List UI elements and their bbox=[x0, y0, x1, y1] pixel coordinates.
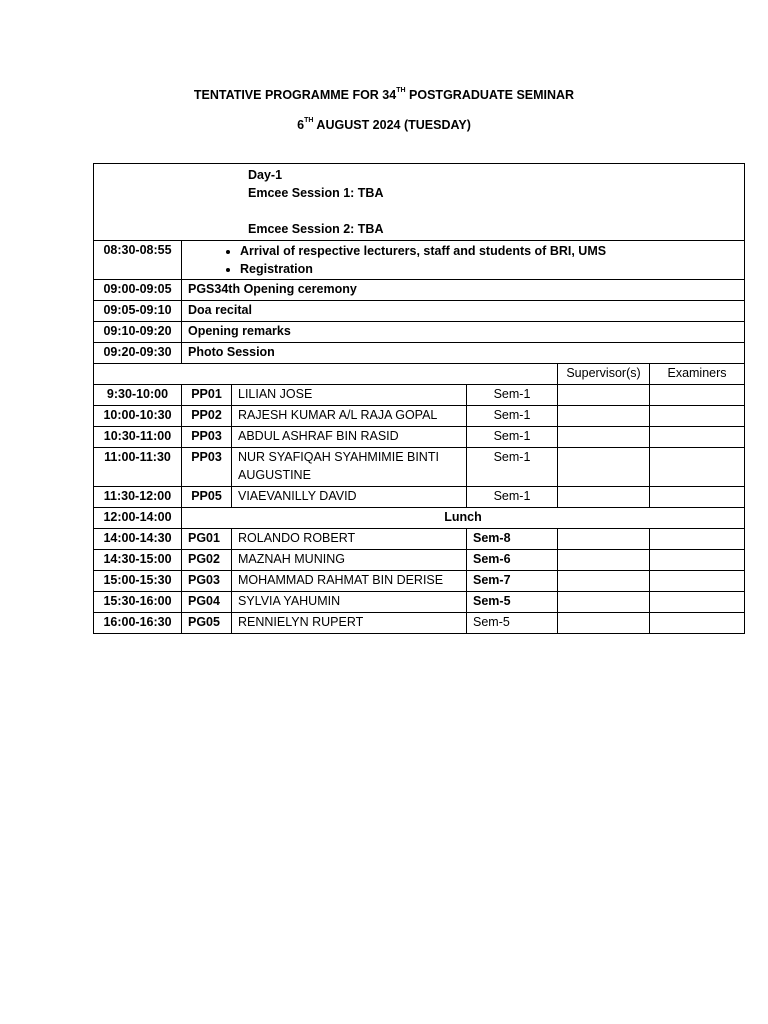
name-cell: SYLVIA YAHUMIN bbox=[232, 592, 467, 613]
programme-table bbox=[93, 163, 745, 634]
examiners-cell bbox=[650, 592, 745, 613]
examiners-cell bbox=[650, 613, 745, 634]
examiners-header: Examiners bbox=[650, 364, 745, 385]
sem-cell: Sem-6 bbox=[467, 550, 558, 571]
examiners-cell bbox=[650, 487, 745, 508]
schedule-row bbox=[94, 301, 745, 322]
table-row bbox=[94, 487, 745, 508]
lunch-row bbox=[94, 508, 745, 529]
schedule-row bbox=[94, 343, 745, 364]
examiners-cell bbox=[650, 550, 745, 571]
table-row bbox=[94, 385, 745, 406]
code-cell: PP03 bbox=[182, 427, 232, 448]
sem-cell: Sem-1 bbox=[467, 427, 558, 448]
examiners-cell bbox=[650, 448, 745, 487]
sem-cell: Sem-8 bbox=[467, 529, 558, 550]
time-cell: 14:00-14:30 bbox=[94, 529, 182, 550]
code-cell: PP05 bbox=[182, 487, 232, 508]
time-cell: 11:30-12:00 bbox=[94, 487, 182, 508]
time-cell: 10:30-11:00 bbox=[94, 427, 182, 448]
examiners-cell bbox=[650, 406, 745, 427]
supervisor-header: Supervisor(s) bbox=[558, 364, 650, 385]
name-cell: MAZNAH MUNING bbox=[232, 550, 467, 571]
supervisor-cell bbox=[558, 529, 650, 550]
time-cell: 15:30-16:00 bbox=[94, 592, 182, 613]
time-cell: 08:30-08:55 bbox=[94, 241, 182, 280]
sem-cell: Sem-7 bbox=[467, 571, 558, 592]
code-cell: PP03 bbox=[182, 448, 232, 487]
time-cell: 16:00-16:30 bbox=[94, 613, 182, 634]
sem-cell: Sem-1 bbox=[467, 487, 558, 508]
supervisor-cell bbox=[558, 550, 650, 571]
code-cell: PP01 bbox=[182, 385, 232, 406]
event-cell bbox=[182, 241, 745, 280]
supervisor-cell bbox=[558, 448, 650, 487]
supervisor-cell bbox=[558, 487, 650, 508]
time-cell: 09:10-09:20 bbox=[94, 322, 182, 343]
event-cell: Doa recital bbox=[182, 301, 745, 322]
sem-cell: Sem-1 bbox=[467, 406, 558, 427]
supervisor-cell bbox=[558, 427, 650, 448]
supervisor-cell bbox=[558, 613, 650, 634]
code-cell: PG02 bbox=[182, 550, 232, 571]
examiners-cell bbox=[650, 529, 745, 550]
event-cell: Photo Session bbox=[182, 343, 745, 364]
code-cell: PG03 bbox=[182, 571, 232, 592]
schedule-row bbox=[94, 322, 745, 343]
examiners-cell bbox=[650, 571, 745, 592]
table-row bbox=[94, 571, 745, 592]
header-row bbox=[94, 164, 745, 241]
table-row bbox=[94, 550, 745, 571]
sem-cell: Sem-1 bbox=[467, 448, 558, 487]
document-title: TENTATIVE PROGRAMME FOR 34TH POSTGRADUATE SEMINAR bbox=[193, 87, 575, 102]
column-header-row bbox=[94, 364, 745, 385]
name-cell: LILIAN JOSE bbox=[232, 385, 467, 406]
sem-cell: Sem-5 bbox=[467, 592, 558, 613]
code-cell: PG05 bbox=[182, 613, 232, 634]
document-date: 6TH AUGUST 2024 (TUESDAY) bbox=[297, 117, 471, 132]
list-item: • Arrival of respective lecturers, staff and students of BRI, UMS bbox=[240, 242, 738, 260]
name-cell: ABDUL ASHRAF BIN RASID bbox=[232, 427, 467, 448]
day-label: Day-1 bbox=[248, 168, 283, 182]
examiners-cell bbox=[650, 385, 745, 406]
session-header bbox=[94, 164, 745, 241]
table-row bbox=[94, 592, 745, 613]
code-cell: PG04 bbox=[182, 592, 232, 613]
time-cell: 09:05-09:10 bbox=[94, 301, 182, 322]
time-cell: 12:00-14:00 bbox=[94, 508, 182, 529]
time-cell: 10:00-10:30 bbox=[94, 406, 182, 427]
emcee-session-2: Emcee Session 2: TBA bbox=[248, 222, 384, 236]
name-cell: VIAEVANILLY DAVID bbox=[232, 487, 467, 508]
code-cell: PG01 bbox=[182, 529, 232, 550]
time-cell: 15:00-15:30 bbox=[94, 571, 182, 592]
list-item: • Registration bbox=[240, 260, 738, 278]
schedule-row bbox=[94, 280, 745, 301]
name-cell: RENNIELYN RUPERT bbox=[232, 613, 467, 634]
table-row bbox=[94, 427, 745, 448]
event-cell: PGS34th Opening ceremony bbox=[182, 280, 745, 301]
sem-cell: Sem-1 bbox=[467, 385, 558, 406]
code-cell: PP02 bbox=[182, 406, 232, 427]
supervisor-cell bbox=[558, 571, 650, 592]
supervisor-cell bbox=[558, 406, 650, 427]
name-cell: MOHAMMAD RAHMAT BIN DERISE bbox=[232, 571, 467, 592]
event-cell: Opening remarks bbox=[182, 322, 745, 343]
emcee-session-1: Emcee Session 1: TBA bbox=[248, 186, 384, 200]
table-row bbox=[94, 613, 745, 634]
name-cell: NUR SYAFIQAH SYAHMIMIE BINTI AUGUSTINE bbox=[232, 448, 467, 487]
time-cell: 9:30-10:00 bbox=[94, 385, 182, 406]
sem-cell: Sem-5 bbox=[467, 613, 558, 634]
time-cell: 09:20-09:30 bbox=[94, 343, 182, 364]
time-cell: 09:00-09:05 bbox=[94, 280, 182, 301]
supervisor-cell bbox=[558, 385, 650, 406]
supervisor-cell bbox=[558, 592, 650, 613]
examiners-cell bbox=[650, 427, 745, 448]
table-row bbox=[94, 448, 745, 487]
arrival-list bbox=[188, 242, 738, 278]
name-cell: ROLANDO ROBERT bbox=[232, 529, 467, 550]
time-cell: 11:00-11:30 bbox=[94, 448, 182, 487]
lunch-label: Lunch bbox=[182, 508, 745, 529]
table-row bbox=[94, 406, 745, 427]
time-cell: 14:30-15:00 bbox=[94, 550, 182, 571]
table-row bbox=[94, 529, 745, 550]
schedule-row bbox=[94, 241, 745, 280]
name-cell: RAJESH KUMAR A/L RAJA GOPAL bbox=[232, 406, 467, 427]
